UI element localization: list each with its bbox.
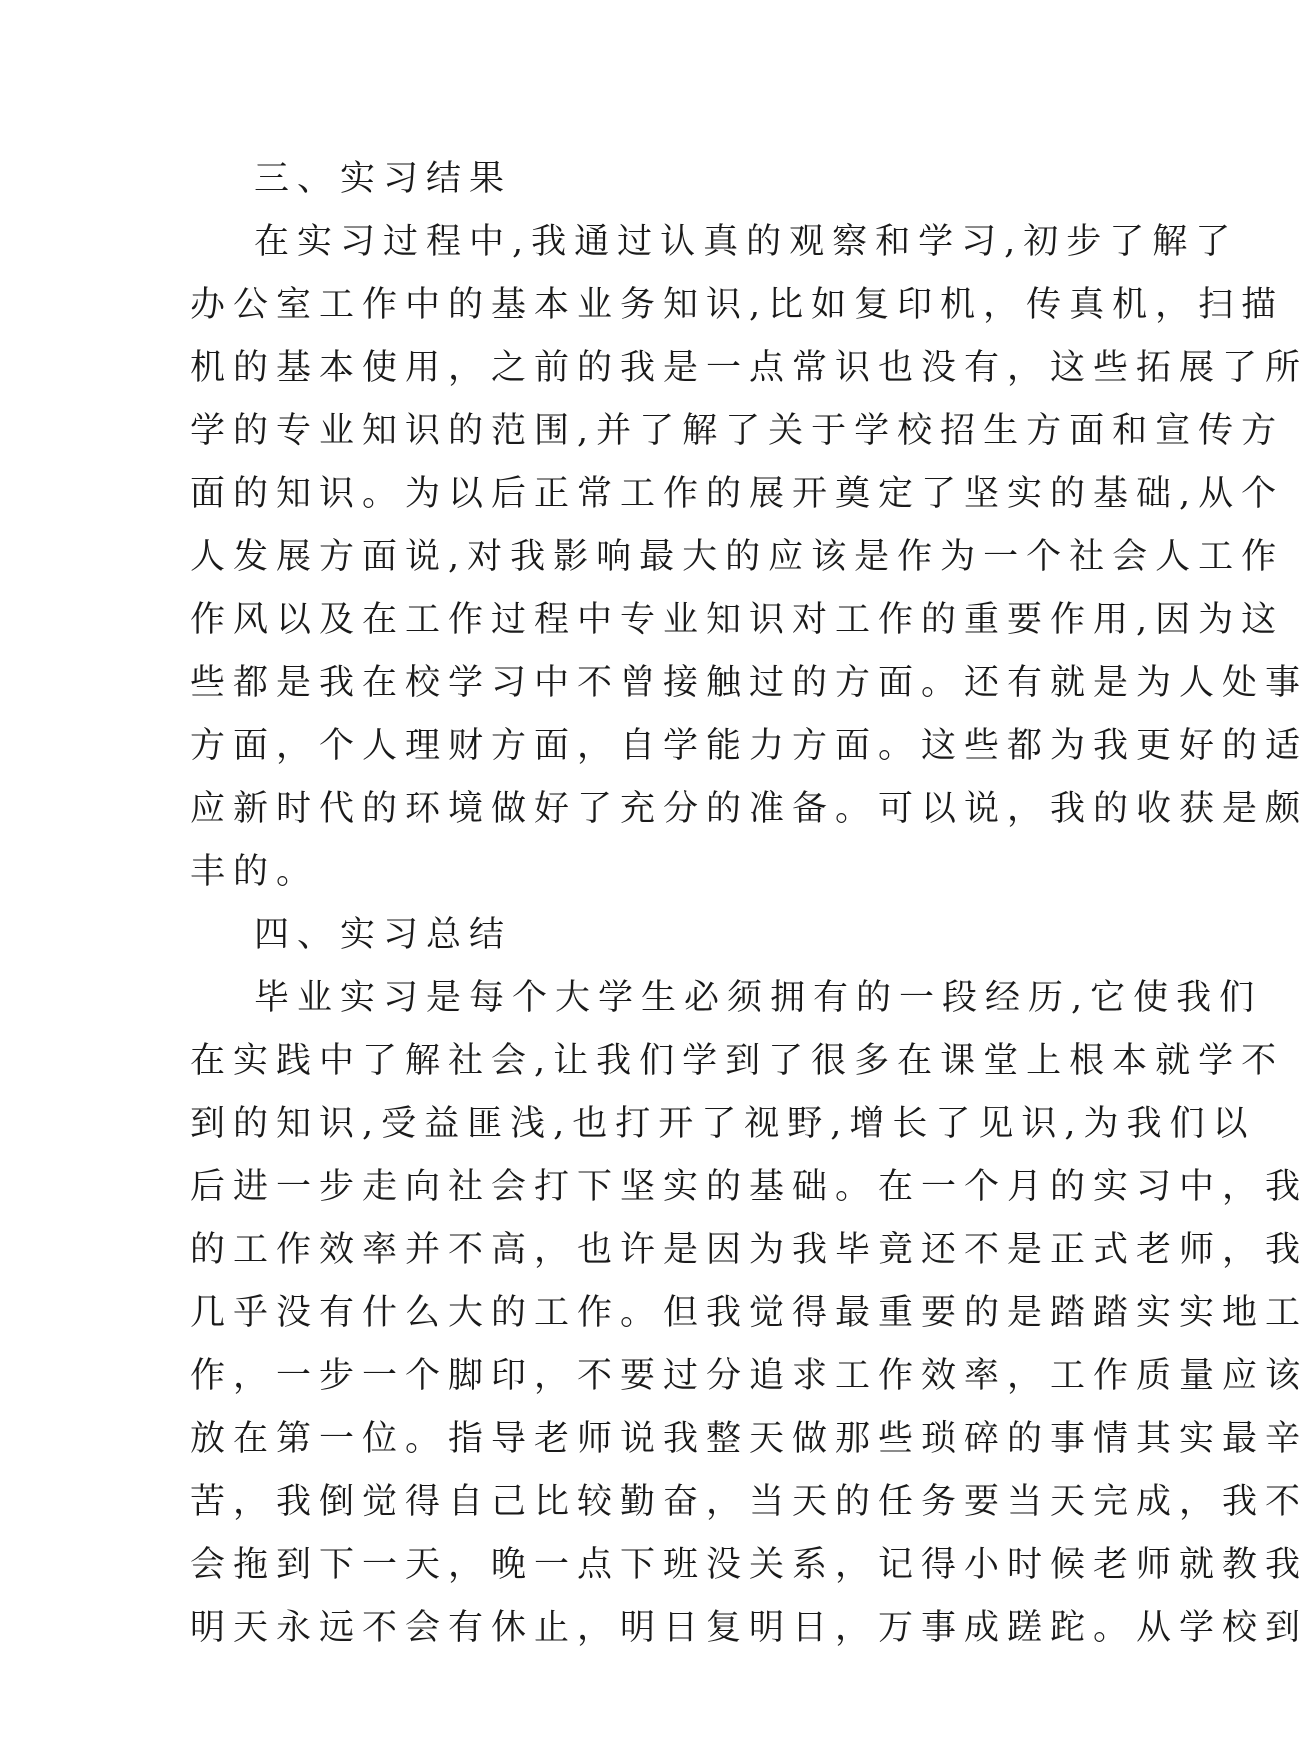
document-body [190,148,1308,1660]
paragraph-line: 后进一步走向社会打下坚实的基础。在一个月的实习中，我 [190,1167,1308,1207]
paragraph-line: 明天永远不会有休止，明日复明日，万事成蹉跎。从学校到 [190,1608,1308,1648]
paragraph-line: 几乎没有什么大的工作。但我觉得最重要的是踏踏实实地工 [190,1293,1308,1333]
paragraph-line: 到的知识,受益匪浅,也打开了视野,增长了见识,为我们以 [190,1104,1256,1144]
paragraph-line: 人发展方面说,对我影响最大的应该是作为一个社会人工作 [190,537,1285,577]
paragraph-line: 学的专业知识的范围,并了解了关于学校招生方面和宣传方 [190,411,1285,451]
paragraph-line: 些都是我在校学习中不曾接触过的方面。还有就是为人处事 [190,663,1308,703]
paragraph-line: 机的基本使用，之前的我是一点常识也没有，这些拓展了所 [190,348,1308,388]
section-heading: 四、实习总结 [254,915,513,955]
paragraph-line: 面的知识。为以后正常工作的展开奠定了坚实的基础,从个 [190,474,1285,514]
paragraph-line: 的工作效率并不高，也许是因为我毕竟还不是正式老师，我 [190,1230,1308,1270]
paragraph-line: 作风以及在工作过程中专业知识对工作的重要作用,因为这 [190,600,1285,640]
paragraph-line: 会拖到下一天，晚一点下班没关系，记得小时候老师就教我 [190,1545,1308,1585]
paragraph-line: 在实习过程中,我通过认真的观察和学习,初步了解了 [254,222,1239,262]
paragraph-line: 在实践中了解社会,让我们学到了很多在课堂上根本就学不 [190,1041,1285,1081]
paragraph-line: 毕业实习是每个大学生必须拥有的一段经历,它使我们 [254,978,1263,1018]
section-heading: 三、实习结果 [254,159,513,199]
paragraph-line: 方面，个人理财方面，自学能力方面。这些都为我更好的适 [190,726,1308,766]
paragraph-line: 放在第一位。指导老师说我整天做那些琐碎的事情其实最辛 [190,1419,1308,1459]
paragraph-line: 丰的。 [190,852,320,892]
paragraph-line: 苦，我倒觉得自己比较勤奋，当天的任务要当天完成，我不 [190,1482,1308,1522]
paragraph-line: 办公室工作中的基本业务知识,比如复印机，传真机，扫描 [190,285,1285,325]
paragraph-line: 应新时代的环境做好了充分的准备。可以说，我的收获是颇 [190,789,1308,829]
paragraph-line: 作，一步一个脚印，不要过分追求工作效率，工作质量应该 [190,1356,1308,1396]
